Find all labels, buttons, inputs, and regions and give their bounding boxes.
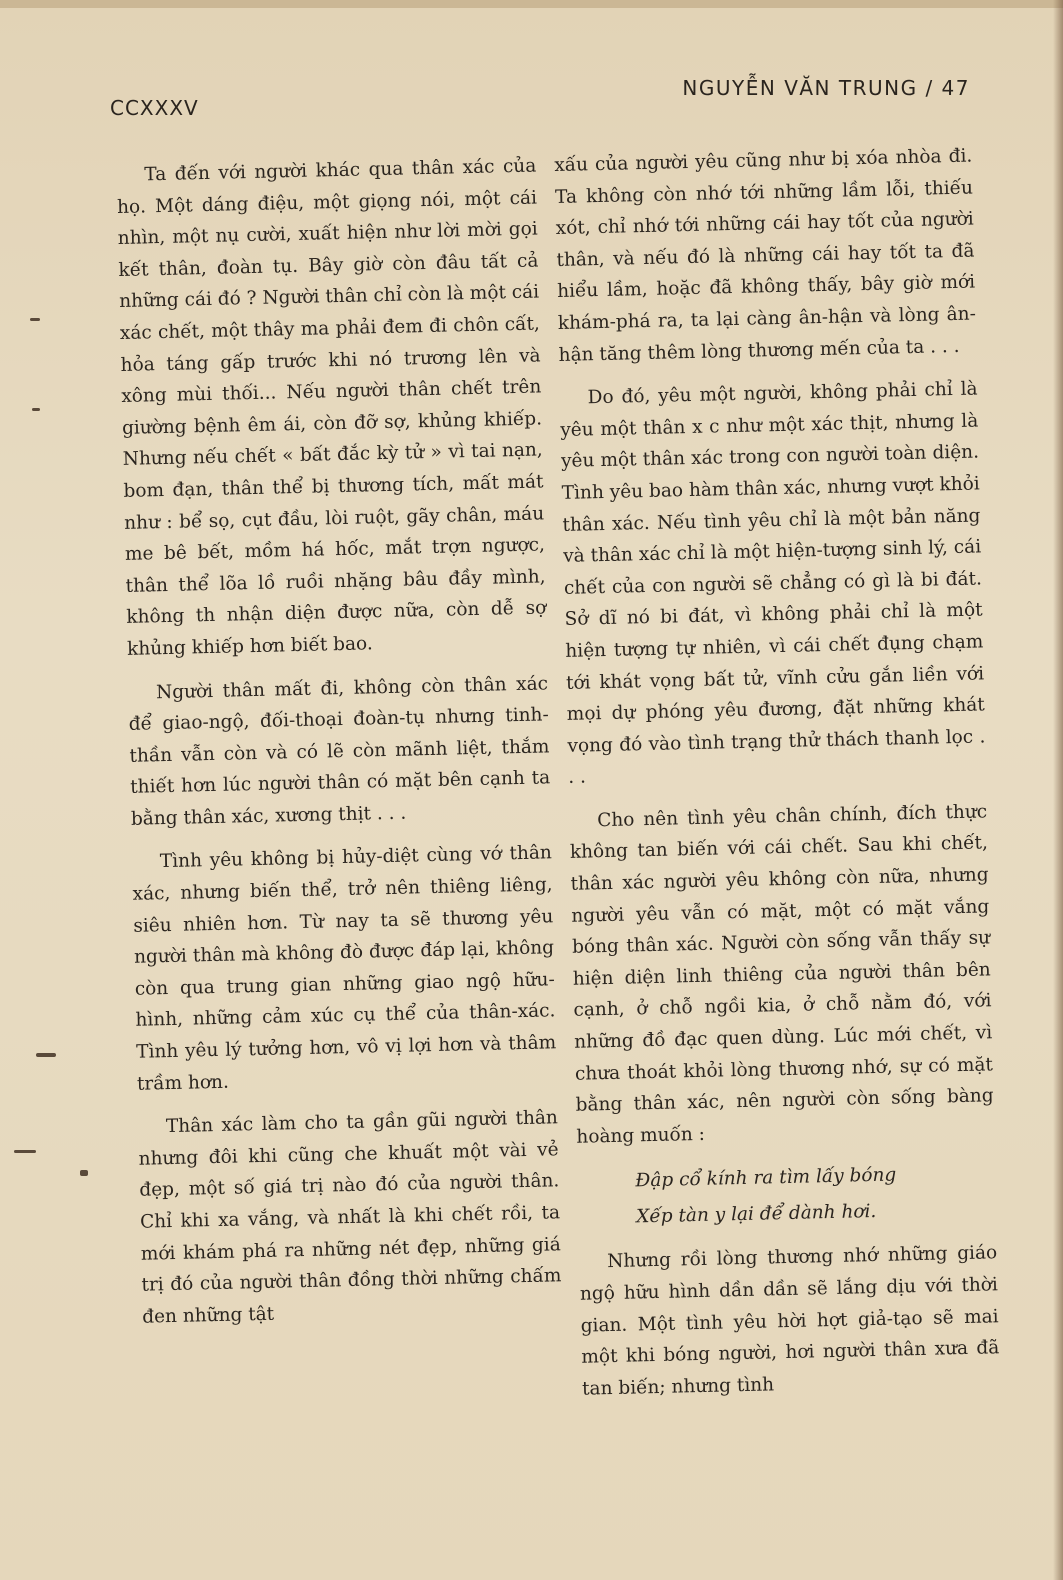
top-edge-shadow <box>0 0 1063 8</box>
page-header <box>110 74 970 120</box>
paragraph: Ta đến với người khác qua thân xác của họ. Một dáng điệu, một giọng nói, một cái nhìn, một nụ cười, xuất hiện như lời mời gọi kết thân, đoàn tụ. Bây giờ còn đâu tất cả những cái đó ? Người thân chỉ còn là một cái xác chết, một thây ma phải đem đi chôn cất, hỏa táng gấp trước khi nó trương lên và xông mùi thối... Nếu người thân chết trên giường bệnh êm ái, còn đỡ sợ, khủng khiếp. Nhưng nếu chết « bất đắc kỳ tử » vì tai nạn, bom đạn, thân thể bị thương tích, mất mát như : bể sọ, cụt đầu, lòi ruột, gãy chân, máu me bê bết, mồm há hốc, mắt trợn ngược, thân thể lõa lồ ruồi nhặng bâu đầy mình, không th nhận diện được nữa, còn dễ sợ khủng khiếp hơn biết bao. <box>116 155 547 660</box>
paragraph-continuation: xấu của người yêu cũng như bị xóa nhòa đi. Ta không còn nhớ tới những lầm lỗi, thiếu xót, chỉ nhớ tới những cái hay tốt của người thân, và nếu đó là những cái hay tốt ta đã hiểu lầm, hoặc đã không thấy, bây giờ mới khám-phá ra, ta lại càng ân-hận và lòng ân-hận tăng thêm lòng thương mến của ta . . . <box>554 145 977 366</box>
poem-line: Xếp tàn y lại để dành hơi. <box>635 1201 877 1228</box>
poem-line: Đập cổ kính ra tìm lấy bóng <box>635 1164 897 1192</box>
section-number: CCXXXV <box>110 96 199 120</box>
right-column <box>554 141 1001 1418</box>
margin-mark <box>32 408 40 411</box>
running-head: NGUYỄN VĂN TRUNG / 47 <box>682 76 970 100</box>
paragraph: Thân xác làm cho ta gần gũi người thân nhưng đôi khi cũng che khuất một vài vẻ đẹp, một số giá trị nào đó của người thân. Chỉ khi xa vắng, và nhất là khi chết rồi, ta mới khám phá ra những nét đẹp, những giá trị đó của người thân đồng thời những chấm đen những tật <box>138 1107 562 1328</box>
paragraph: Tình yêu không bị hủy-diệt cùng vớ thân xác, nhưng biến thể, trở nên thiêng liêng, siêu nhiên hơn. Từ nay ta sẽ thương yêu người thân mà không đò được đáp lại, không còn qua trung gian những giao ngộ hữu-hình, những cảm xúc cụ thể của thân-xác. Tình yêu lý tưởng hơn, vô vị lợi hơn và thâm trầm hơn. <box>132 842 557 1095</box>
margin-mark <box>14 1150 36 1153</box>
left-column <box>116 150 563 1345</box>
right-edge-shadow <box>1053 0 1063 1580</box>
paragraph: Cho nên tình yêu chân chính, đích thực không tan biến với cái chết. Sau khi chết, thân xác người yêu không còn nữa, nhưng người yêu vẫn có mặt, một có mặt vắng bóng thân xác. Người còn sống vẫn thấy sự hiện diện linh thiêng của người thân bên cạnh, ở chỗ ngồi kia, ở chỗ nằm đó, với những đồ đạc quen dùng. Lúc mới chết, vì chưa thoát khỏi lòng thương nhớ, sự có mặt bằng thân xác, nên người còn sống bàng hoàng muốn : <box>569 801 994 1148</box>
margin-mark <box>36 1053 56 1057</box>
paragraph: Nhưng rồi lòng thương nhớ những giáo ngộ hữu hình dần dần sẽ lắng dịu với thời gian. Một tình yêu hời hợt giả-tạo sẽ mai một khi bóng người, hơi người thân xưa đã tan biến; nhưng tình <box>579 1242 1000 1400</box>
margin-mark <box>80 1170 88 1176</box>
paragraph: Người thân mất đi, không còn thân xác để giao-ngộ, đối-thoại đoàn-tụ nhưng tinh-thần vẫn còn và có lẽ còn mãnh liệt, thắm thiết hơn lúc người thân có mặt bên cạnh ta bằng thân xác, xương thịt . . . <box>128 672 551 830</box>
poem-quote <box>635 1156 997 1236</box>
margin-mark <box>30 318 40 321</box>
paragraph: Do đó, yêu một người, không phải chỉ là yêu một thân x c như một xác thịt, nhưng là yêu một thân xác trong con người toàn diện. Tình yêu bao hàm thân xác, nhưng vượt khỏi thân xác. Nếu tình yêu chỉ là một bản năng và thân xác chỉ là một hiện-tượng sinh lý, cái chết của con người sẽ chẳng có gì là bi đát. Sở dĩ nó bi đát, vì không phải chỉ là một hiện tượng tự nhiên, vì cái chết đụng chạm tới khát vọng bất tử, vĩnh cửu gắn liền với mọi dự phóng yêu đương, đặt những khát vọng đó vào tình trạng thử thách thanh lọc . . . <box>560 378 986 789</box>
